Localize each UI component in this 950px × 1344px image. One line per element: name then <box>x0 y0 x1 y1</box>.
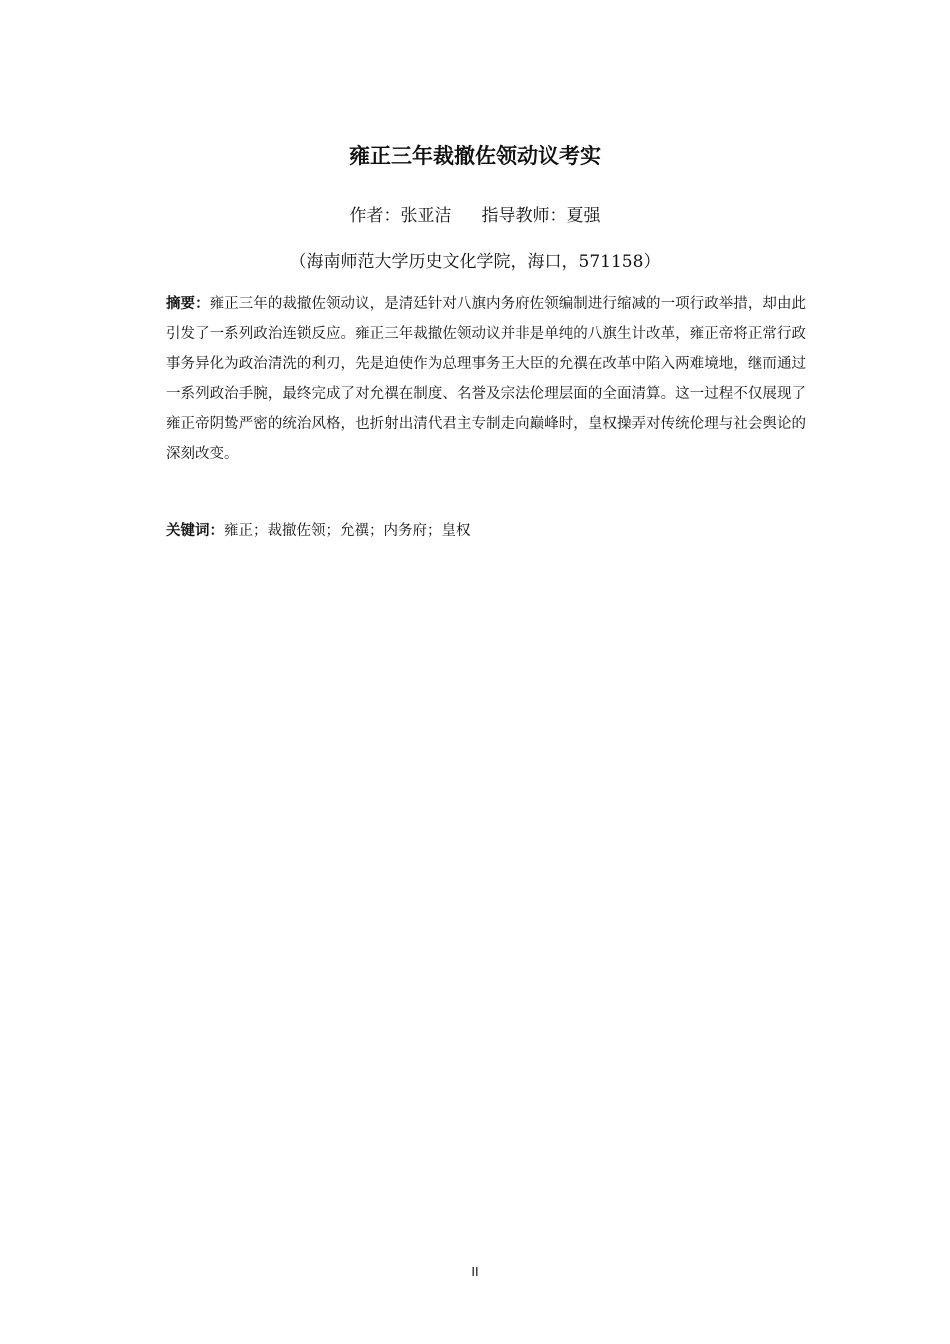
paper-title: 雍正三年裁撤佐领动议考实 <box>349 144 601 168</box>
abstract-paragraph <box>166 289 806 469</box>
keywords-line <box>166 516 806 546</box>
keywords-label: 关键词： <box>166 523 224 539</box>
page-number: II <box>471 1264 479 1279</box>
author-label: 作者： <box>349 206 401 226</box>
advisor-name: 夏强 <box>566 206 601 226</box>
abstract-label: 摘要： <box>166 296 210 312</box>
advisor-label: 指导教师： <box>481 206 567 226</box>
affiliation: （海南师范大学历史文化学院，海口，571158） <box>289 252 661 272</box>
author-name: 张亚洁 <box>400 206 452 226</box>
keywords-text: 雍正；裁撤佐领；允禩；内务府；皇权 <box>224 523 471 539</box>
abstract-text: 雍正三年的裁撤佐领动议，是清廷针对八旗内务府佐领编制进行缩减的一项行政举措，却由此引发了一系列政治连锁反应。雍正三年裁撤佐领动议并非是单纯的八旗生计改革，雍正帝将正常行政事务异化为政治清洗的利刃，先是迫使作为总理事务王大臣的允禩在改革中陷入两难境地，继而通过一系列政治手腕，最终完成了对允禩在制度、名誉及宗法伦理层面的全面清算。这一过程不仅展现了雍正帝阴鸷严密的统治风格，也折射出清代君主专制走向巅峰时，皇权操弄对传统伦理与社会舆论的深刻改变。 <box>166 296 806 462</box>
author-line <box>0 204 950 228</box>
